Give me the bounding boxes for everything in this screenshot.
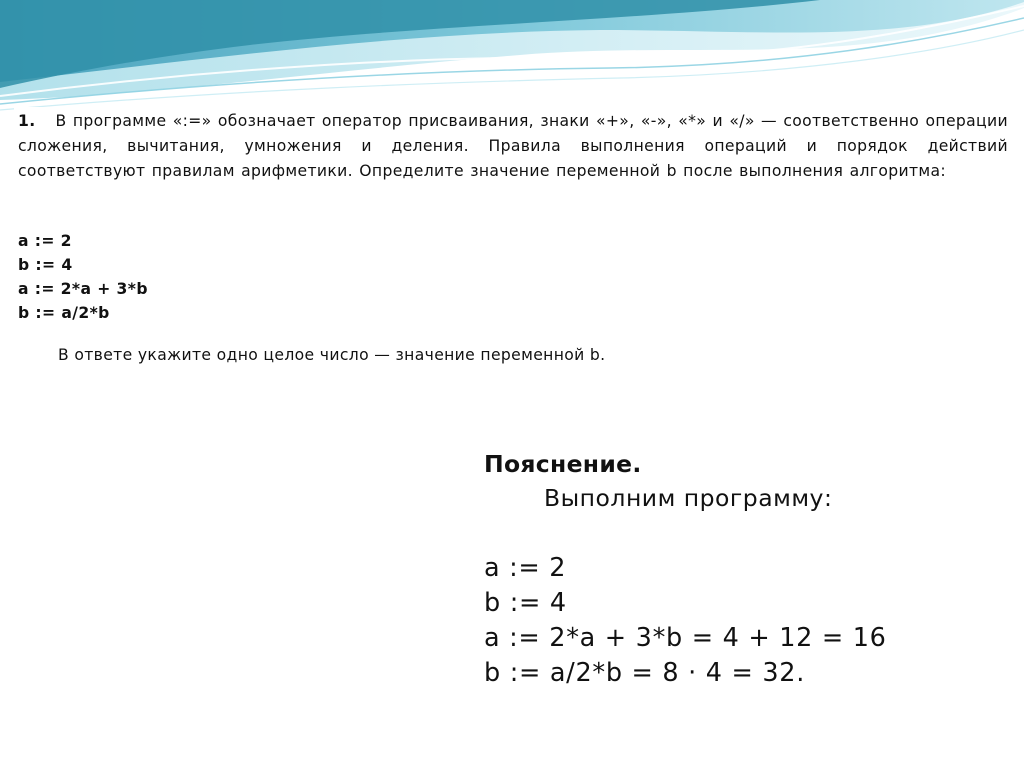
explanation-intro: Выполним программу:: [544, 484, 833, 512]
task-number: 1.: [18, 112, 36, 130]
explanation-title: Пояснение.: [484, 450, 642, 478]
explanation-steps: [484, 551, 887, 691]
step-line: a := 2*a + 3*b = 4 + 12 = 16: [484, 623, 887, 653]
step-line: b := 4: [484, 588, 567, 618]
task-code: [18, 229, 148, 325]
step-line: a := 2: [484, 553, 567, 583]
decorative-wave-banner: [0, 0, 1024, 120]
step-line: b := a/2*b = 8 · 4 = 32.: [484, 658, 806, 688]
task-statement-text: В программе «:=» обозначает оператор присваивания, знаки «+», «-», «*» и «/» — соответственно операции сложения, вычитания, умножения и деления. Правила выполнения операций и порядок действий соответствуют правилам арифметики. Определите значение переменной b после выполнения алгоритма:: [18, 112, 1008, 180]
task-block: [14, 107, 1014, 369]
answer-instruction: В ответе укажите одно целое число — значение переменной b.: [58, 346, 606, 364]
explanation-block: [476, 445, 1001, 713]
code-line: a := 2: [18, 232, 72, 250]
code-line: b := a/2*b: [18, 304, 110, 322]
code-line: a := 2*a + 3*b: [18, 280, 148, 298]
code-line: b := 4: [18, 256, 73, 274]
task-statement: [18, 109, 1008, 184]
